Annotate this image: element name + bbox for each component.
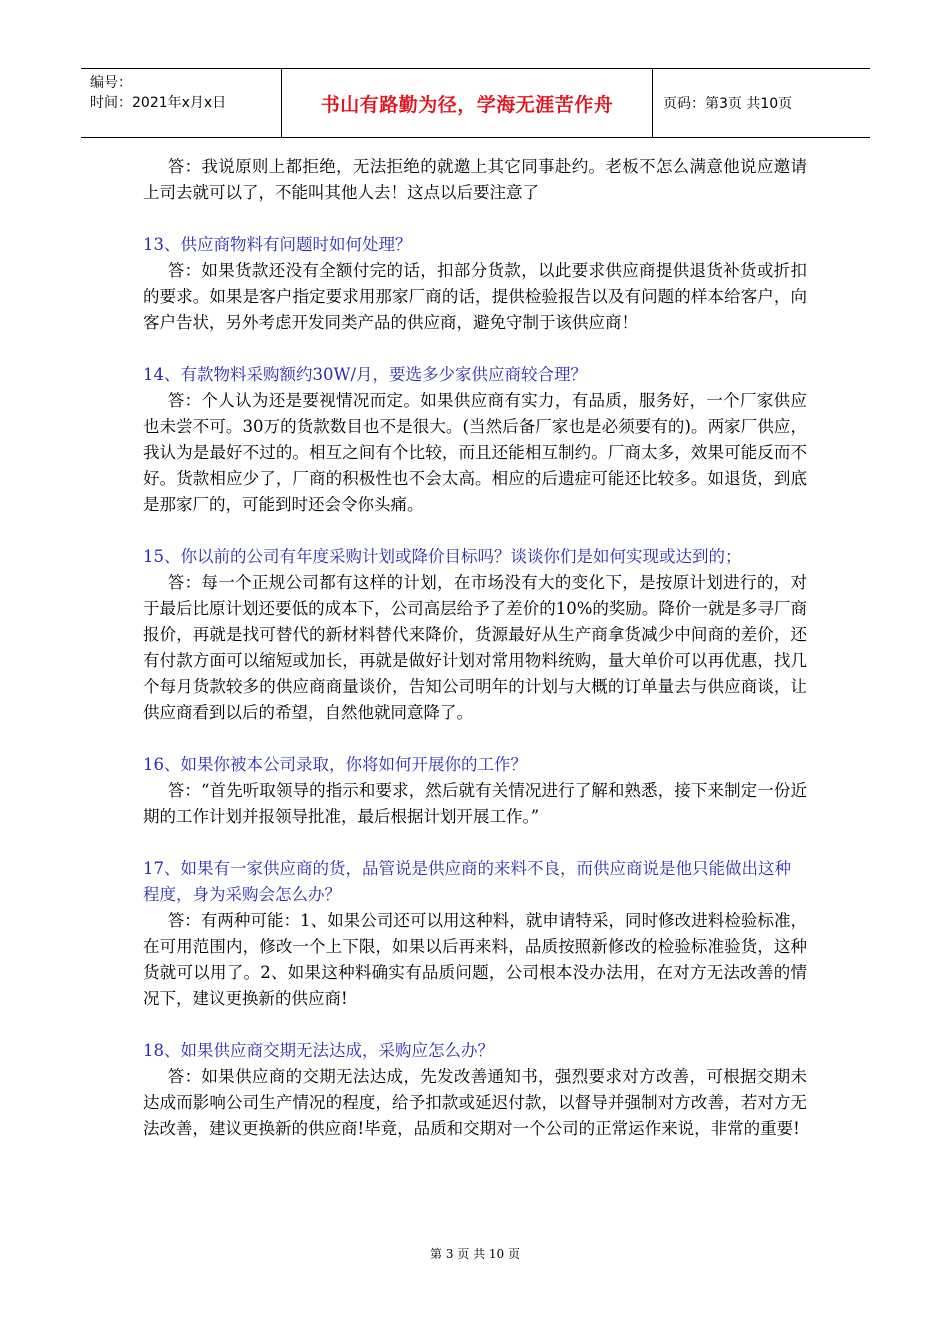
answer-text: 答：我说原则上都拒绝，无法拒绝的就邀上其它同事赴约。老板不怎么满意他说应邀请上司去就可以了，不能叫其他人去！这点以后要注意了 — [143, 157, 807, 202]
qa-block-intro — [143, 154, 807, 206]
page-footer: 第 3 页 共 10 页 — [430, 1247, 520, 1261]
question-heading: 14、有款物料采购额约30W/月，要选多少家供应商较合理？ — [143, 365, 588, 384]
answer-text: 答：“首先听取领导的指示和要求，然后就有关情况进行了解和熟悉，接下来制定一份近期的工作计划并报领导批准，最后根据计划开展工作。” — [143, 781, 807, 826]
answer-text: 答：有两种可能：1、如果公司还可以用这种料，就申请特采，同时修改进料检验标准，在可用范围内，修改一个上下限，如果以后再来料，品质按照新修改的检验标准验货，这种货就可以用了。2、如果这种料确实有品质问题，公司根本没办法用，在对方无法改善的情况下，建议更换新的供应商! — [143, 911, 807, 1008]
document-number-label: 编号： — [90, 75, 132, 91]
question-heading: 17、如果有一家供应商的货，品管说是供应商的来料不良，而供应商说是他只能做出这种程度，身为采购会怎么办？ — [143, 859, 791, 904]
answer-text: 答：如果货款还没有全额付完的话，扣部分货款，以此要求供应商提供退货补货或折扣的要求。如果是客户指定要求用那家厂商的话，提供检验报告以及有问题的样本给客户，向客户告状，另外考虑开发同类产品的供应商，避免守制于该供应商！ — [143, 261, 807, 332]
qa-block-16 — [143, 752, 807, 830]
page-header — [81, 68, 870, 138]
qa-block-17 — [143, 856, 807, 1012]
question-heading: 15、你以前的公司有年度采购计划或降价目标吗？谈谈你们是如何实现或达到的； — [143, 547, 742, 566]
qa-block-13 — [143, 232, 807, 336]
qa-block-18 — [143, 1038, 807, 1142]
document-date: 时间：2021年x月x日 — [90, 95, 227, 111]
header-meta — [81, 69, 281, 137]
question-heading: 16、如果你被本公司录取，你将如何开展你的工作？ — [143, 755, 527, 774]
qa-block-15 — [143, 544, 807, 726]
answer-text: 答：每一个正规公司都有这样的计划，在市场没有大的变化下，是按原计划进行的，对于最后比原计划还要低的成本下，公司高层给予了差价的10%的奖励。降价一就是多寻厂商报价，再就是找可替代的新材料替代来降价，货源最好从生产商拿货减少中间商的差价，还有付款方面可以缩短或加长，再就是做好计划对常用物料统购，量大单价可以再优惠，找几个每月货款较多的供应商商量谈价，告知公司明年的计划与大概的订单量去与供应商谈，让供应商看到以后的希望，自然他就同意降了。 — [143, 573, 807, 722]
header-page-info: 页码：第3页 共10页 — [663, 96, 793, 112]
document-body — [143, 154, 807, 1168]
header-motto: 书山有路勤为径，学海无涯苦作舟 — [281, 69, 653, 137]
question-heading: 18、如果供应商交期无法达成，采购应怎么办？ — [143, 1041, 494, 1060]
answer-text: 答：个人认为还是要视情况而定。如果供应商有实力，有品质，服务好，一个厂家供应也未尝不可。30万的货款数目也不是很大。(当然后备厂家也是必须要有的)。两家厂供应，我认为是最好不过的。相互之间有个比较，而且还能相互制约。厂商太多，效果可能反而不好。货款相应少了，厂商的积极性也不会太高。相应的后遗症可能还比较多。如退货，到底是那家厂的，可能到时还会令你头痛。 — [143, 391, 807, 514]
question-heading: 13、供应商物料有问题时如何处理？ — [143, 235, 412, 254]
qa-block-14 — [143, 362, 807, 518]
answer-text: 答：如果供应商的交期无法达成，先发改善通知书，强烈要求对方改善，可根据交期未达成而影响公司生产情况的程度，给予扣款或延迟付款，以督导并强制对方改善，若对方无法改善，建议更换新的供应商!毕竟，品质和交期对一个公司的正常运作来说，非常的重要! — [143, 1067, 807, 1138]
